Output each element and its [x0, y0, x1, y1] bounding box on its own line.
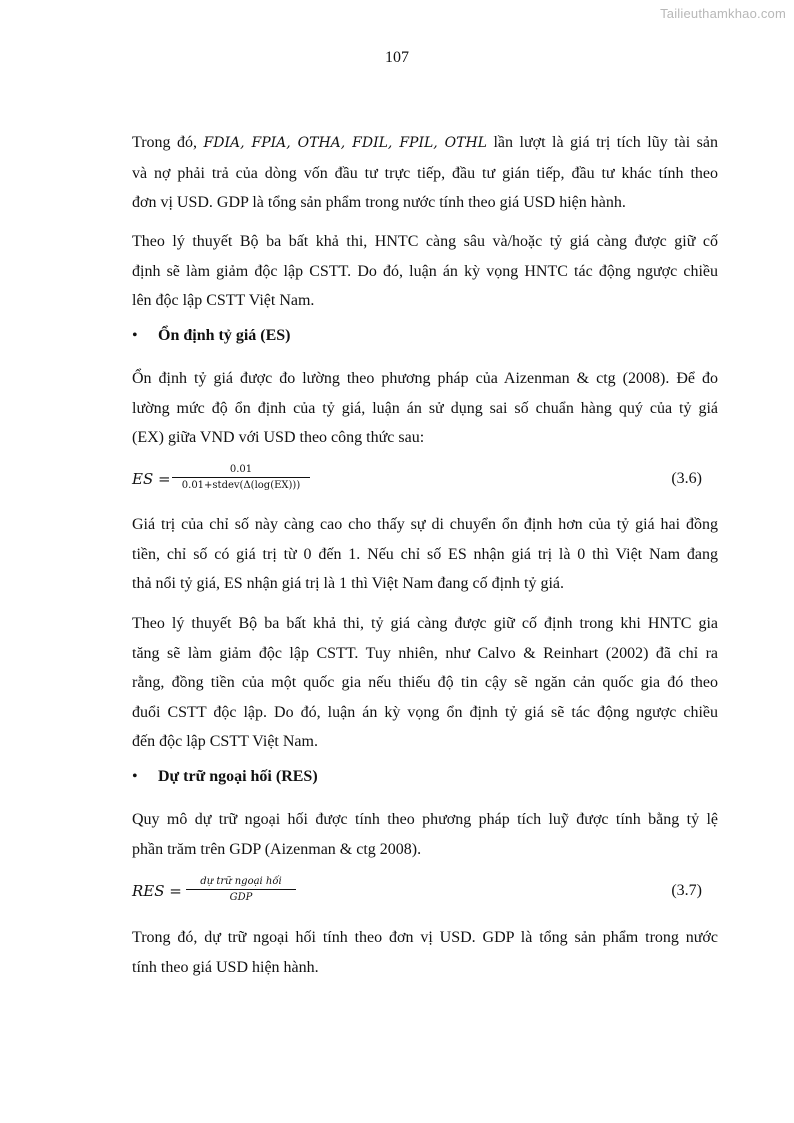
text-line: (EX) giữa VND với USD theo công thức sau:: [132, 429, 425, 446]
text-line: Theo lý thuyết Bộ ba bất khả thi, HNTC càng sâu và/hoặc tỷ giá càng được giữ cố: [132, 233, 718, 250]
paragraph-trilemma-hntc: [132, 227, 718, 316]
text-line: rằng, đồng tiền của một quốc gia nếu thiếu độ tin cậy sẽ ngăn cản quốc gia đó theo: [132, 674, 718, 691]
paragraph-es-measurement: [132, 364, 718, 453]
text-line: và nợ phải trả của dòng vốn đầu tư trực tiếp, đầu tư gián tiếp, đầu tư khác tính theo: [132, 164, 718, 182]
equation-lhs: RES =: [132, 882, 182, 900]
text-line: Quy mô dự trữ ngoại hối được tính theo phương pháp tích luỹ được tính bằng tỷ lệ: [132, 811, 718, 828]
equation-number: (3.7): [671, 882, 702, 899]
text-line: lường mức độ ổn định của tỷ giá, luận án sử dụng sai số chuẩn hàng quý của tỷ giá: [132, 399, 718, 417]
equation-fraction: [186, 876, 296, 903]
text-line: lên độc lập CSTT Việt Nam.: [132, 292, 315, 309]
text-line: đơn vị USD. GDP là tổng sản phẩm trong nước tính theo giá USD hiện hành.: [132, 194, 626, 211]
paragraph-res-definition: [132, 805, 718, 864]
section-heading-res: • Dự trữ ngoại hối (RES): [132, 768, 318, 785]
equation-denominator: 0.01+stdev(Δ(log(EX))): [181, 480, 301, 491]
equation-numerator: 0.01: [229, 464, 253, 475]
text-line: thả nổi tỷ giá, ES nhận giá trị là 1 thì Việt Nam đang cố định tỷ giá.: [132, 575, 564, 592]
text-line: tính theo giá USD hiện hành.: [132, 958, 319, 976]
page-number: 107: [385, 49, 409, 66]
paragraph-res-units: [132, 923, 718, 982]
equation-fraction: [172, 464, 310, 491]
text-line: phần trăm trên GDP (Aizenman & ctg 2008).: [132, 840, 422, 858]
text-line: đuổi CSTT độc lập. Do đó, luận án kỳ vọng ổn định tỷ giá sẽ tác động ngược chiều: [132, 703, 718, 721]
equation-numerator: dự trữ ngoại hối: [200, 876, 282, 887]
watermark: Tailieuthamkhao.com: [660, 6, 786, 21]
text-line: định sẽ làm giảm độc lập CSTT. Do đó, luận án kỳ vọng HNTC tác động ngược chiều: [132, 262, 718, 280]
section-heading-es: • Ổn định tỷ giá (ES): [132, 327, 291, 344]
bullet-icon: •: [132, 327, 138, 344]
text-line: Trong đó, FDIA, FPIA, OTHA, FDIL, FPIL, OTHL lần lượt là giá trị tích lũy tài sản: [132, 134, 718, 151]
bullet-icon: •: [132, 768, 138, 785]
equation-denominator: GDP: [229, 892, 253, 903]
text-line: Trong đó, dự trữ ngoại hối tính theo đơn vị USD. GDP là tổng sản phẩm trong nước: [132, 929, 718, 946]
text-line: tiền, chỉ số có giá trị từ 0 đến 1. Nếu chỉ số ES nhận giá trị là 0 thì Việt Nam đang: [132, 545, 718, 563]
equation-lhs: ES =: [132, 470, 171, 488]
paragraph-es-interpretation: [132, 510, 718, 599]
math-variables: FDIA, FPIA, OTHA, FDIL, FPIL, OTHL: [203, 135, 487, 151]
text-line: Ổn định tỷ giá được đo lường theo phương pháp của Aizenman & ctg (2008). Để đo: [132, 370, 718, 387]
equation-3-7: [132, 874, 702, 918]
equation-number: (3.6): [671, 470, 702, 487]
text-line: đến độc lập CSTT Việt Nam.: [132, 733, 318, 750]
equation-3-6: [132, 462, 702, 506]
text-line: Giá trị của chỉ số này càng cao cho thấy sự di chuyển ổn định hơn của tỷ giá hai đồng: [132, 516, 718, 533]
paragraph-definitions-capital-flows: [132, 128, 718, 218]
text-line: tăng sẽ làm giảm độc lập CSTT. Tuy nhiên, như Calvo & Reinhart (2002) đã chỉ ra: [132, 644, 718, 662]
paragraph-es-expectation: [132, 609, 718, 757]
text-line: Theo lý thuyết Bộ ba bất khả thi, tỷ giá càng được giữ cố định trong khi HNTC gia: [132, 615, 718, 632]
